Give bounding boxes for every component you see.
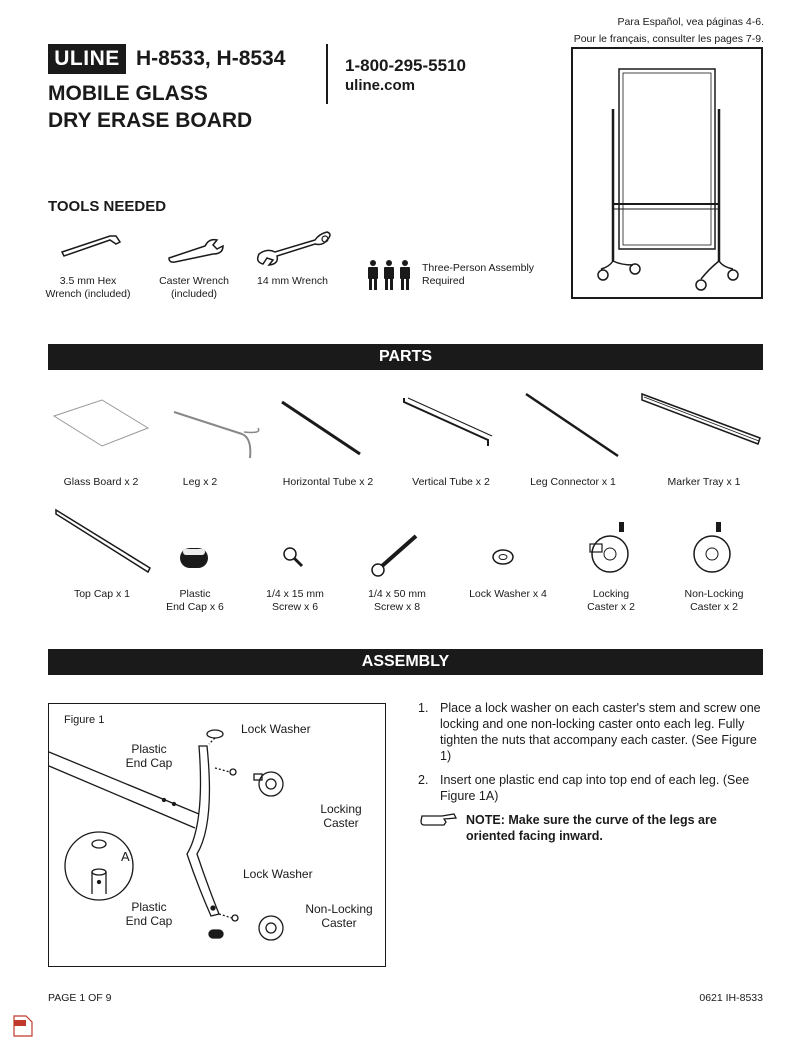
product-illustration [571, 47, 763, 299]
phone-number: 1-800-295-5510 [345, 56, 466, 75]
page-number: PAGE 1 OF 9 [48, 992, 112, 1004]
glass-board-icon [52, 398, 152, 450]
pointing-hand-icon [420, 812, 458, 828]
caster-wrench-icon [165, 236, 227, 264]
tool-label-three-person: Three-Person Assembly Required [422, 262, 535, 287]
assembly-note: NOTE: Make sure the curve of the legs are oriented facing inward. [418, 812, 768, 844]
vertical-tube-icon [402, 396, 494, 450]
french-note: Pour le français, consulter les pages 7-9. [573, 33, 764, 45]
step-2: 2. Insert one plastic end cap into top end of each leg. (See Figure 1A) [418, 773, 750, 803]
title-line-1: MOBILE GLASS [48, 82, 208, 105]
website: uline.com [345, 77, 416, 94]
title-line-2: DRY ERASE BOARD [48, 109, 253, 132]
whiteboard-drawing [573, 49, 761, 297]
short-screw-icon [282, 546, 306, 570]
assembly-steps [418, 700, 768, 844]
leg-connector-icon [524, 392, 620, 458]
uline-logo: ULINE [48, 44, 126, 74]
leg-icon [172, 408, 264, 466]
horizontal-tube-icon [280, 400, 362, 458]
long-screw-icon [370, 532, 420, 578]
tool-label-hex-wrench: 3.5 mm Hex Wrench (included) [45, 275, 131, 300]
assembly-heading-bar: ASSEMBLY [48, 649, 763, 675]
part-label-non-locking-caster: Non-Locking Caster x 2 [684, 588, 744, 613]
page-title [48, 80, 252, 134]
part-label-vertical-tube: Vertical Tube x 2 [412, 476, 490, 488]
tool-label-caster-wrench: Caster Wrench (included) [159, 275, 229, 300]
callout-lock-washer-bottom: Lock Washer [243, 867, 313, 881]
part-label-long-screw: 1/4 x 50 mm Screw x 8 [368, 588, 426, 613]
detail-label-a: A [121, 849, 130, 864]
callout-plastic-end-cap-bottom: Plastic End Cap [125, 900, 173, 928]
non-locking-caster-icon [690, 520, 738, 576]
hex-wrench-icon [60, 230, 125, 260]
part-label-glass-board: Glass Board x 2 [63, 476, 139, 488]
plastic-end-cap-icon [178, 546, 210, 570]
part-label-short-screw: 1/4 x 15 mm Screw x 6 [266, 588, 324, 613]
tools-heading: TOOLS NEEDED [48, 198, 167, 215]
figure-1 [48, 703, 386, 967]
pdf-icon [12, 1014, 34, 1038]
figure-title: Figure 1 [64, 714, 105, 726]
part-label-top-cap: Top Cap x 1 [73, 588, 131, 600]
top-cap-icon [54, 508, 152, 574]
part-label-locking-caster: Locking Caster x 2 [587, 588, 635, 613]
combination-wrench-icon [253, 234, 335, 268]
parts-heading-bar: PARTS [48, 344, 763, 370]
marker-tray-icon [640, 392, 762, 446]
three-person-icon [366, 260, 414, 292]
part-label-leg: Leg x 2 [182, 476, 218, 488]
part-label-lock-washer: Lock Washer x 4 [469, 588, 547, 600]
header-divider [326, 44, 328, 104]
tool-label-14mm-wrench: 14 mm Wrench [257, 275, 328, 287]
spanish-note: Para Español, vea páginas 4-6. [617, 16, 764, 28]
callout-locking-caster: Locking Caster [320, 802, 362, 830]
part-label-plastic-end-cap: Plastic End Cap x 6 [166, 588, 224, 613]
part-label-marker-tray: Marker Tray x 1 [667, 476, 741, 488]
locking-caster-icon [586, 520, 634, 576]
part-label-leg-connector: Leg Connector x 1 [530, 476, 616, 488]
model-number: H-8533, H-8534 [136, 47, 286, 70]
callout-lock-washer-top: Lock Washer [241, 722, 311, 736]
part-label-horizontal-tube: Horizontal Tube x 2 [282, 476, 374, 488]
lock-washer-icon [490, 546, 516, 568]
callout-plastic-end-cap-top: Plastic End Cap [125, 742, 173, 770]
callout-non-locking-caster: Non-Locking Caster [305, 902, 373, 930]
step-1: 1. Place a lock washer on each caster's stem and screw one locking and one non-locking caster onto each leg. Fully tighten the nuts that accompany each caster. (See Figure 1) [418, 701, 761, 763]
document-code: 0621 IH-8533 [699, 992, 763, 1004]
